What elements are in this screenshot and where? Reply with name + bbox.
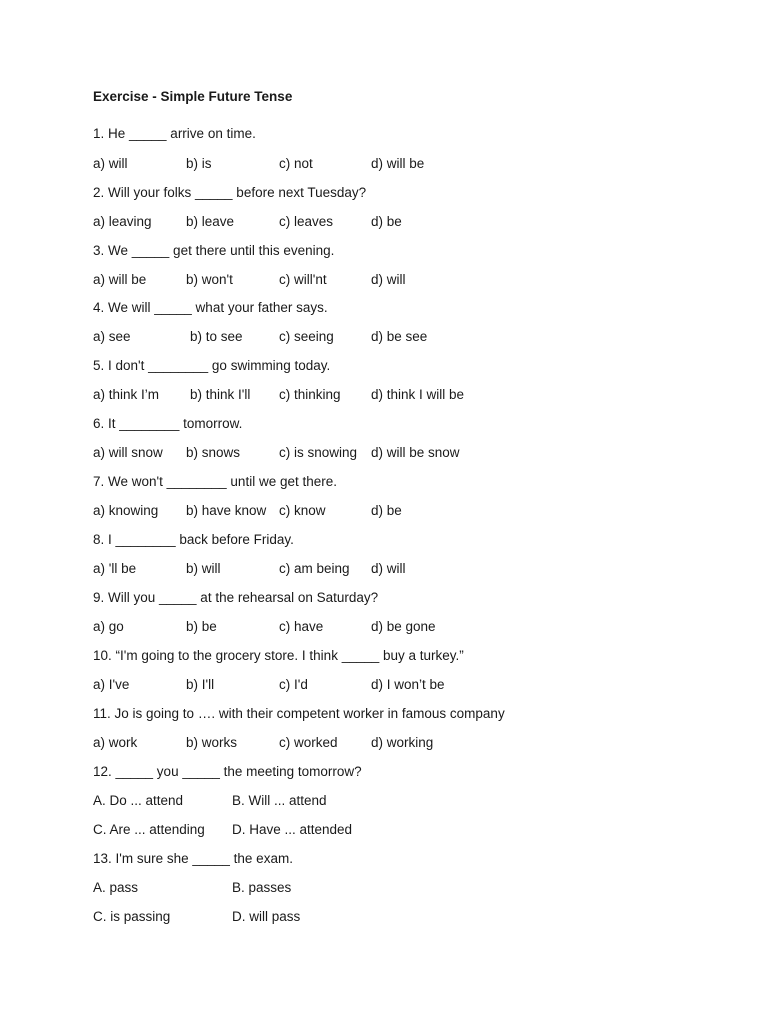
q10-option-a: a) I've — [93, 677, 130, 692]
question-12: 12. _____ you _____ the meeting tomorrow? — [93, 764, 362, 779]
q11-option-b: b) works — [186, 735, 238, 750]
q2-option-d: d) be — [371, 214, 402, 229]
q5-option-a: a) think I’m — [93, 387, 160, 402]
exercise-title: Exercise - Simple Future Tense — [93, 89, 293, 104]
q3-option-a: a) will be — [93, 272, 147, 287]
question-1: 1. He _____ arrive on time. — [93, 126, 256, 141]
q12-option-b: B. Will ... attend — [232, 793, 327, 808]
q3-option-d: d) will — [371, 272, 406, 287]
question-9: 9. Will you _____ at the rehearsal on Saturday? — [93, 590, 379, 605]
q6-option-a: a) will snow — [93, 445, 163, 460]
q9-option-c: c) have — [279, 619, 324, 634]
q1-option-b: b) is — [186, 156, 212, 171]
q12-option-d: D. Have ... attended — [232, 822, 353, 837]
q13-option-b: B. passes — [232, 880, 292, 895]
q2-option-b: b) leave — [186, 214, 235, 229]
q8-option-d: d) will — [371, 561, 406, 576]
q11-option-c: c) worked — [279, 735, 338, 750]
question-6: 6. It ________ tomorrow. — [93, 416, 243, 431]
question-5: 5. I don't ________ go swimming today. — [93, 358, 331, 373]
q4-option-c: c) seeing — [279, 329, 334, 344]
q8-option-b: b) will — [186, 561, 221, 576]
q9-option-a: a) go — [93, 619, 124, 634]
q5-option-c: c) thinking — [279, 387, 341, 402]
q2-option-a: a) leaving — [93, 214, 152, 229]
q13-option-d: D. will pass — [232, 909, 301, 924]
q12-option-a: A. Do ... attend — [93, 793, 184, 808]
question-10: 10. “I'm going to the grocery store. I think _____ buy a turkey.” — [93, 648, 464, 663]
q9-option-b: b) be — [186, 619, 217, 634]
q13-option-c: C. is passing — [93, 909, 171, 924]
q1-option-c: c) not — [279, 156, 313, 171]
q13-option-a: A. pass — [93, 880, 139, 895]
q1-option-a: a) will — [93, 156, 128, 171]
q6-option-d: d) will be snow — [371, 445, 460, 460]
q4-option-b: b) to see — [190, 329, 243, 344]
q7-option-c: c) know — [279, 503, 326, 518]
question-11: 11. Jo is going to …. with their competent worker in famous company — [93, 706, 505, 721]
q10-option-c: c) I'd — [279, 677, 308, 692]
question-4: 4. We will _____ what your father says. — [93, 300, 328, 315]
q5-option-d: d) think I will be — [371, 387, 465, 402]
q10-option-d: d) I won’t be — [371, 677, 445, 692]
q8-option-a: a) 'll be — [93, 561, 137, 576]
question-8: 8. I ________ back before Friday. — [93, 532, 294, 547]
question-2: 2. Will your folks _____ before next Tuesday? — [93, 185, 367, 200]
q5-option-b: b) think I'll — [190, 387, 251, 402]
q11-option-d: d) working — [371, 735, 434, 750]
q6-option-c: c) is snowing — [279, 445, 358, 460]
question-3: 3. We _____ get there until this evening. — [93, 243, 335, 258]
q10-option-b: b) I'll — [186, 677, 215, 692]
q7-option-b: b) have know — [186, 503, 267, 518]
q7-option-d: d) be — [371, 503, 402, 518]
q7-option-a: a) knowing — [93, 503, 159, 518]
question-7: 7. We won't ________ until we get there. — [93, 474, 337, 489]
q12-option-c: C. Are ... attending — [93, 822, 205, 837]
q11-option-a: a) work — [93, 735, 138, 750]
q9-option-d: d) be gone — [371, 619, 436, 634]
q2-option-c: c) leaves — [279, 214, 334, 229]
q4-option-d: d) be see — [371, 329, 428, 344]
q3-option-c: c) will'nt — [279, 272, 327, 287]
question-13: 13. I'm sure she _____ the exam. — [93, 851, 293, 866]
q1-option-d: d) will be — [371, 156, 425, 171]
q6-option-b: b) snows — [186, 445, 241, 460]
q4-option-a: a) see — [93, 329, 131, 344]
q3-option-b: b) won't — [186, 272, 233, 287]
q8-option-c: c) am being — [279, 561, 350, 576]
